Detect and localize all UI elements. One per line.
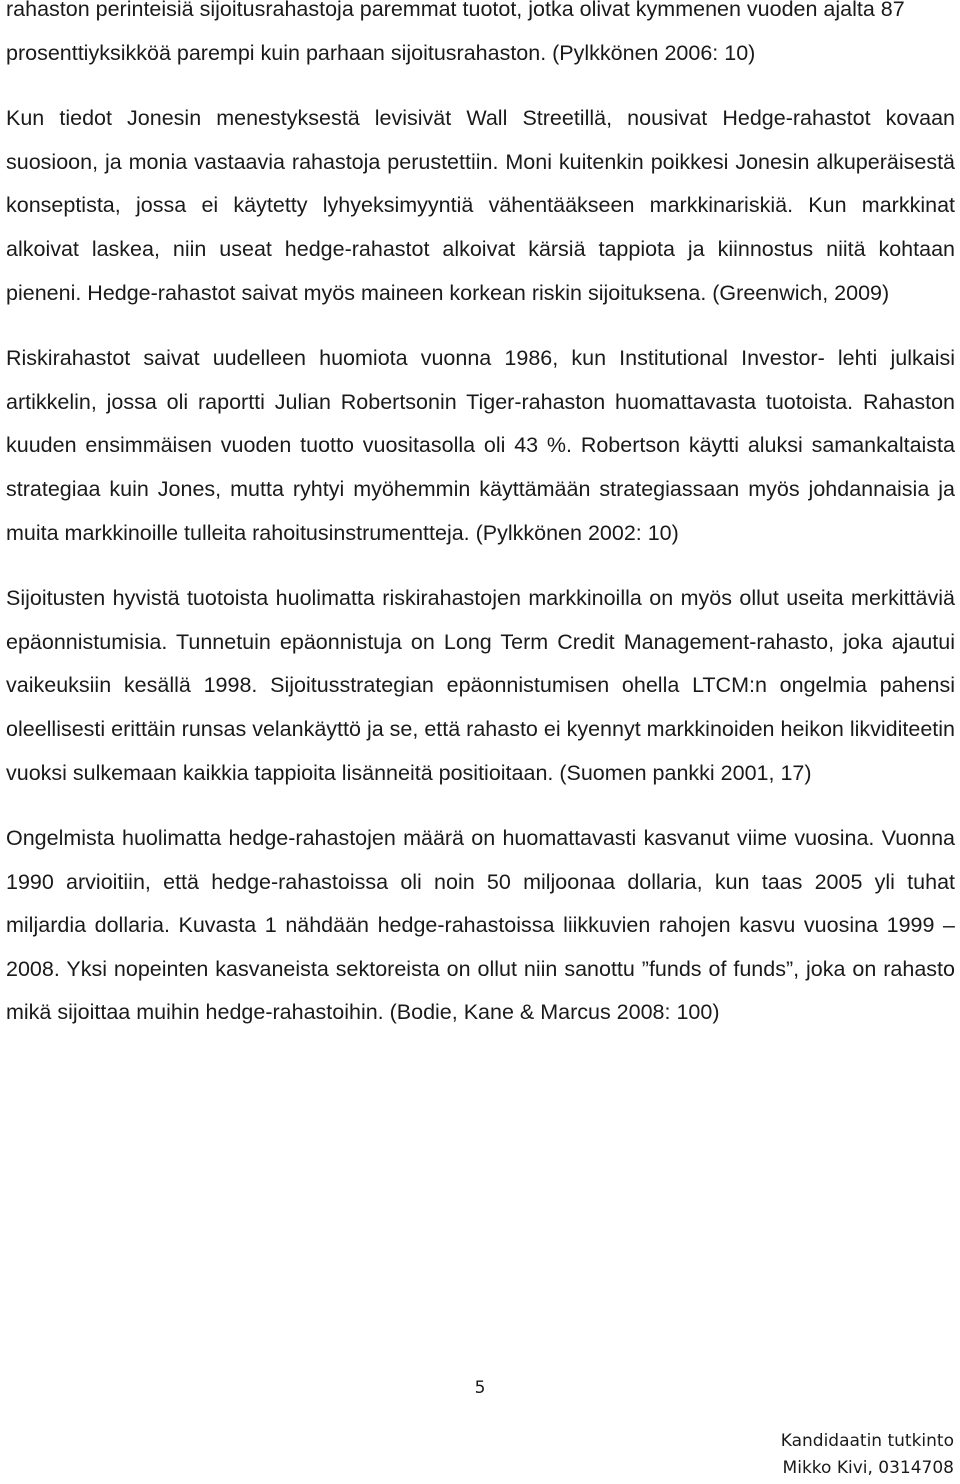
page-number: 5	[474, 1378, 486, 1398]
paragraph-4: Sijoitusten hyvistä tuotoista huolimatta riskirahastojen markkinoilla on myös ollut useita merkittäviä epäonnistumisia. Tunnetuin epäonnistuja on Long Term Credit Management-rahasto, joka ajautui vaikeuksiin kesällä 1998. Sijoitusstrategian epäonnistumisen ohella LTCM:n ongelmia pahensi oleellisesti erittäin runsas velankäyttö ja se, että rahasto ei kyennyt markkinoiden heikon likviditeetin vuoksi sulkemaan kaikkia tappioita lisänneitä positioitaan. (Suomen pankki 2001, 17)	[6, 586, 955, 785]
footer-author: Mikko Kivi, 0314708	[782, 1458, 954, 1478]
paragraph-5: Ongelmista huolimatta hedge-rahastojen määrä on huomattavasti kasvanut viime vuosina. Vuonna 1990 arvioitiin, että hedge-rahastoissa oli noin 50 miljoonaa dollaria, kun taas 2005 yli tuhat miljardia dollaria. Kuvasta 1 nähdään hedge-rahastoissa liikkuvien rahojen kasvu vuosina 1999 – 2008. Yksi nopeinten kasvaneista sektoreista on ollut niin sanottu ”funds of funds”, joka on rahasto mikä sijoittaa muihin hedge-rahastoihin. (Bodie, Kane & Marcus 2008: 100)	[6, 826, 955, 1025]
page-footer	[781, 1428, 954, 1482]
body-text	[6, 0, 955, 1035]
paragraph-3: Riskirahastot saivat uudelleen huomiota vuonna 1986, kun Institutional Investor- lehti julkaisi artikkelin, jossa oli raportti Julian Robertsonin Tiger-rahaston huomattavasta tuotoista. Rahaston kuuden ensimmäisen vuoden tuotto vuositasolla oli 43 %. Robertson käytti aluksi samankaltaista strategiaa kuin Jones, mutta ryhtyi myöhemmin käyttämään strategiassaan myös johdannaisia ja muita markkinoille tulleita rahoitusinstrumentteja. (Pylkkönen 2002: 10)	[6, 346, 955, 545]
paragraph-1: rahaston perinteisiä sijoitusrahastoja paremmat tuotot, jotka olivat kymmenen vuoden ajalta 87 prosenttiyksikköä parempi kuin parhaan sijoitusrahaston. (Pylkkönen 2006: 10)	[6, 0, 905, 65]
paragraph-2: Kun tiedot Jonesin menestyksestä levisivät Wall Streetillä, nousivat Hedge-rahastot kovaan suosioon, ja monia vastaavia rahastoja perustettiin. Moni kuitenkin poikkesi Jonesin alkuperäisestä konseptista, jossa ei käytetty lyhyeksimyyntiä vähentääkseen markkinariskiä. Kun markkinat alkoivat laskea, niin useat hedge-rahastot alkoivat kärsiä tappiota ja kiinnostus niitä kohtaan pieneni. Hedge-rahastot saivat myös maineen korkean riskin sijoituksena. (Greenwich, 2009)	[6, 106, 955, 305]
footer-degree: Kandidaatin tutkinto	[780, 1431, 954, 1451]
